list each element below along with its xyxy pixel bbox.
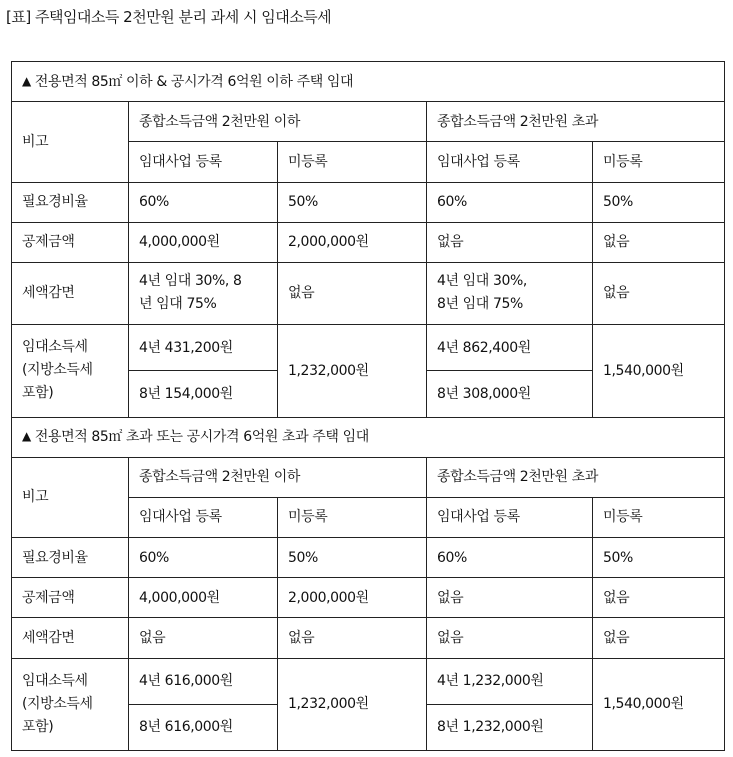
remark-header: 비고 [12, 457, 129, 537]
table-cell: 4년 1,232,000원 [427, 658, 593, 704]
table-cell: 1,232,000원 [278, 325, 427, 417]
col-header-unregistered: 미등록 [278, 142, 427, 182]
table-cell: 8년 616,000원 [129, 704, 278, 750]
section-title-small-housing: ▲ 전용면적 85㎡ 이하 & 공시가격 6억원 이하 주택 임대 [12, 62, 725, 102]
table-cell: 4,000,000원 [129, 222, 278, 262]
section-title-large-housing: ▲ 전용면적 85㎡ 초과 또는 공시가격 6억원 초과 주택 임대 [12, 417, 725, 457]
col-header-unregistered: 미등록 [278, 497, 427, 537]
table-cell: 60% [129, 182, 278, 222]
table-cell: 없음 [593, 618, 725, 658]
row-label-expense-ratio: 필요경비율 [12, 538, 129, 578]
table-cell: 4년 431,200원 [129, 325, 278, 371]
col-header-registered: 임대사업 등록 [427, 142, 593, 182]
table-caption: [표] 주택임대소득 2천만원 분리 과세 시 임대소득세 [6, 8, 332, 26]
group-header-under-20m: 종합소득금액 2천만원 이하 [129, 102, 427, 142]
row-label-rental-income-tax: 임대소득세 (지방소득세 포함) [12, 658, 129, 750]
remark-header: 비고 [12, 102, 129, 182]
table-cell: 60% [427, 538, 593, 578]
row-label-tax-reduction: 세액감면 [12, 262, 129, 324]
table-cell: 50% [593, 538, 725, 578]
col-header-registered: 임대사업 등록 [129, 142, 278, 182]
table-cell: 4,000,000원 [129, 578, 278, 618]
table-cell: 50% [278, 538, 427, 578]
col-header-unregistered: 미등록 [593, 497, 725, 537]
rental-income-tax-table [11, 61, 725, 751]
group-header-under-20m: 종합소득금액 2천만원 이하 [129, 457, 427, 497]
col-header-registered: 임대사업 등록 [129, 497, 278, 537]
col-header-unregistered: 미등록 [593, 142, 725, 182]
table-cell: 60% [427, 182, 593, 222]
table-cell: 1,540,000원 [593, 325, 725, 417]
table-cell: 없음 [593, 262, 725, 324]
table-cell: 4년 862,400원 [427, 325, 593, 371]
table-cell: 4년 임대 30%, 8년 임대 75% [427, 262, 593, 324]
table-cell: 없음 [593, 222, 725, 262]
table-cell: 없음 [427, 578, 593, 618]
row-label-expense-ratio: 필요경비율 [12, 182, 129, 222]
table-cell: 없음 [278, 262, 427, 324]
row-label-deduction: 공제금액 [12, 578, 129, 618]
triangle-marker-icon: ▲ [22, 429, 31, 444]
table-cell: 4년 616,000원 [129, 658, 278, 704]
table-cell: 8년 1,232,000원 [427, 704, 593, 750]
table-cell: 60% [129, 538, 278, 578]
table-cell: 1,540,000원 [593, 658, 725, 750]
col-header-registered: 임대사업 등록 [427, 497, 593, 537]
table-cell: 없음 [278, 618, 427, 658]
row-label-rental-income-tax: 임대소득세 (지방소득세 포함) [12, 325, 129, 417]
table-cell: 없음 [427, 222, 593, 262]
table-cell: 없음 [593, 578, 725, 618]
table-cell: 없음 [129, 618, 278, 658]
table-cell: 4년 임대 30%, 8 년 임대 75% [129, 262, 278, 324]
triangle-marker-icon: ▲ [22, 73, 31, 88]
group-header-over-20m: 종합소득금액 2천만원 초과 [427, 457, 725, 497]
row-label-tax-reduction: 세액감면 [12, 618, 129, 658]
table-cell: 1,232,000원 [278, 658, 427, 750]
table-cell: 8년 308,000원 [427, 371, 593, 417]
group-header-over-20m: 종합소득금액 2천만원 초과 [427, 102, 725, 142]
table-cell: 50% [278, 182, 427, 222]
table-cell: 2,000,000원 [278, 578, 427, 618]
table-cell: 없음 [427, 618, 593, 658]
table-cell: 8년 154,000원 [129, 371, 278, 417]
table-cell: 2,000,000원 [278, 222, 427, 262]
row-label-deduction: 공제금액 [12, 222, 129, 262]
table-cell: 50% [593, 182, 725, 222]
